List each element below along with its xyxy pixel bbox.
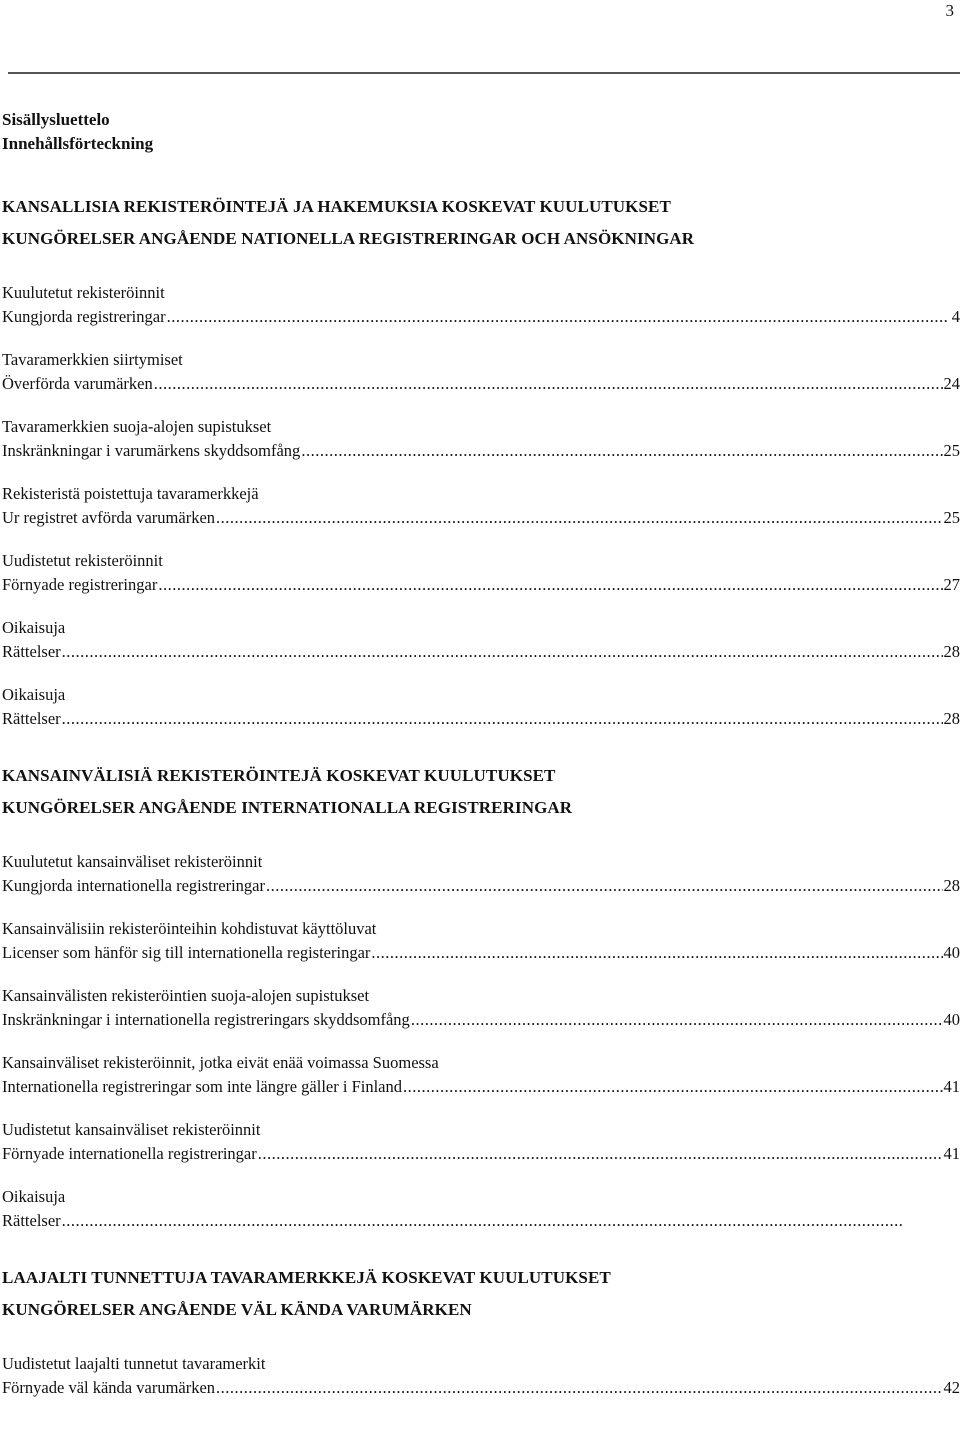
dot-leader — [154, 372, 943, 396]
toc-entry-title-sv: Internationella registreringar som inte längre gäller i Finland — [2, 1077, 402, 1096]
toc-title-fi: Sisällysluettelo — [2, 110, 110, 129]
dot-leader — [62, 640, 943, 664]
toc-entry-page: 40 — [943, 1010, 960, 1029]
dot-leader — [301, 439, 942, 463]
toc-entry-page: 42 — [943, 1378, 960, 1397]
toc-entry-title-sv: Förnyade internationella registreringar — [2, 1144, 257, 1163]
toc-entry-line — [2, 1075, 960, 1099]
toc-entry-line — [2, 874, 960, 898]
toc-entry-title-sv: Rättelser — [2, 642, 61, 661]
section-heading-sv: KUNGÖRELSER ANGÅENDE VÄL KÄNDA VARUMÄRKEN — [2, 1300, 472, 1319]
toc-entry[interactable] — [2, 984, 960, 1032]
toc-section — [2, 191, 960, 731]
toc-entry[interactable] — [2, 616, 960, 664]
toc-entry-title-fi: Oikaisuja — [2, 1187, 66, 1206]
toc-entry-page: 4 — [951, 307, 960, 326]
toc-entry-title-sv: Ur registret avförda varumärken — [2, 508, 216, 527]
toc-entry-title-fi: Kansainväliset rekisteröinnit, jotka eivät enää voimassa Suomessa — [2, 1053, 439, 1072]
section-heading-sv: KUNGÖRELSER ANGÅENDE INTERNATIONALLA REGISTRERINGAR — [2, 798, 573, 817]
toc-entry-line — [2, 707, 960, 731]
toc-entry-title-fi: Uudistetut laajalti tunnetut tavaramerkit — [2, 1354, 266, 1373]
toc-entry-title-fi: Kansainvälisten rekisteröintien suoja-alojen supistukset — [2, 986, 370, 1005]
toc-entry[interactable] — [2, 415, 960, 463]
dot-leader — [411, 1008, 943, 1032]
toc-entry[interactable] — [2, 348, 960, 396]
toc-entry-line — [2, 573, 960, 597]
toc-entry-line — [2, 941, 960, 965]
toc-entry-line — [2, 439, 960, 463]
toc-entry-page: 25 — [943, 508, 960, 527]
toc-entry-line — [2, 506, 960, 530]
toc-entry-title-fi: Tavaramerkkien suoja-alojen supistukset — [2, 417, 272, 436]
toc-entry[interactable] — [2, 1118, 960, 1166]
toc-title-sv: Innehållsförteckning — [2, 134, 154, 153]
toc-entry-title-sv: Inskränkningar i internationella registreringars skyddsomfång — [2, 1010, 410, 1029]
dot-leader — [371, 941, 942, 965]
dot-leader — [266, 874, 943, 898]
dot-leader — [216, 1376, 942, 1400]
toc-entry-page: 27 — [943, 575, 960, 594]
table-of-contents — [2, 108, 960, 1419]
toc-entry[interactable] — [2, 850, 960, 898]
toc-entry-title-fi: Kansainvälisiin rekisteröinteihin kohdistuvat käyttöluvat — [2, 919, 377, 938]
toc-entry-line — [2, 1008, 960, 1032]
toc-entry-page: 40 — [943, 943, 960, 962]
toc-entry-title-sv: Rättelser — [2, 1211, 61, 1230]
header-rule — [8, 72, 960, 74]
toc-entry[interactable] — [2, 1051, 960, 1099]
toc-entry-title-sv: Rättelser — [2, 709, 61, 728]
toc-entry-title-sv: Förnyade väl kända varumärken — [2, 1378, 216, 1397]
toc-entry-title-fi: Oikaisuja — [2, 618, 66, 637]
toc-entry-line — [2, 305, 960, 329]
toc-entry-page: 28 — [943, 709, 960, 728]
toc-entry-title-sv: Inskränkningar i varumärkens skyddsomfång — [2, 441, 301, 460]
toc-section — [2, 760, 960, 1233]
toc-entry-title-fi: Rekisteristä poistettuja tavaramerkkejä — [2, 484, 259, 503]
toc-entry-title-sv: Överförda varumärken — [2, 374, 153, 393]
toc-entry[interactable] — [2, 281, 960, 329]
toc-entry-page: 24 — [943, 374, 960, 393]
toc-entry-line — [2, 640, 960, 664]
toc-entry-title-sv: Licenser som hänför sig till internationella registeringar — [2, 943, 371, 962]
toc-entry[interactable] — [2, 549, 960, 597]
toc-entry[interactable] — [2, 482, 960, 530]
toc-entry-title-sv: Kungjorda registreringar — [2, 307, 166, 326]
toc-entry-line — [2, 1376, 960, 1400]
toc-entry-title-fi: Uudistetut rekisteröinnit — [2, 551, 163, 570]
toc-section — [2, 1262, 960, 1400]
page-number: 3 — [945, 1, 954, 20]
toc-entry[interactable] — [2, 917, 960, 965]
toc-sections — [2, 156, 960, 1400]
toc-entry-title-sv: Förnyade registreringar — [2, 575, 158, 594]
toc-entry-page: 25 — [943, 441, 960, 460]
section-heading-sv: KUNGÖRELSER ANGÅENDE NATIONELLA REGISTRERINGAR OCH ANSÖKNINGAR — [2, 229, 695, 248]
toc-entry-page: 28 — [943, 642, 960, 661]
toc-entry-line — [2, 1142, 960, 1166]
toc-entry[interactable] — [2, 683, 960, 731]
toc-entry-title-fi: Uudistetut kansainväliset rekisteröinnit — [2, 1120, 261, 1139]
toc-entry-title-fi: Oikaisuja — [2, 685, 66, 704]
section-heading-fi: LAAJALTI TUNNETTUJA TAVARAMERKKEJÄ KOSKEVAT KUULUTUKSET — [2, 1268, 611, 1287]
toc-entry[interactable] — [2, 1352, 960, 1400]
toc-entry-title-fi: Kuulutetut rekisteröinnit — [2, 283, 165, 302]
toc-entry-page: 28 — [943, 876, 960, 895]
dot-leader — [258, 1142, 943, 1166]
toc-entry-line — [2, 1209, 960, 1233]
section-heading-fi: KANSALLISIA REKISTERÖINTEJÄ JA HAKEMUKSIA KOSKEVAT KUULUTUKSET — [2, 197, 671, 216]
toc-entry-page: 41 — [943, 1077, 960, 1096]
dot-leader — [158, 573, 942, 597]
dot-leader — [216, 506, 942, 530]
dot-leader — [403, 1075, 943, 1099]
dot-leader — [167, 305, 947, 329]
toc-entry[interactable] — [2, 1185, 960, 1233]
toc-entry-title-sv: Kungjorda internationella registreringar — [2, 876, 265, 895]
section-heading-fi: KANSAINVÄLISIÄ REKISTERÖINTEJÄ KOSKEVAT KUULUTUKSET — [2, 766, 556, 785]
toc-entry-page: 41 — [943, 1144, 960, 1163]
dot-leader — [62, 707, 943, 731]
toc-entry-title-fi: Tavaramerkkien siirtymiset — [2, 350, 183, 369]
dot-leader — [62, 1209, 902, 1233]
toc-entry-title-fi: Kuulutetut kansainväliset rekisteröinnit — [2, 852, 263, 871]
toc-entry-line — [2, 372, 960, 396]
